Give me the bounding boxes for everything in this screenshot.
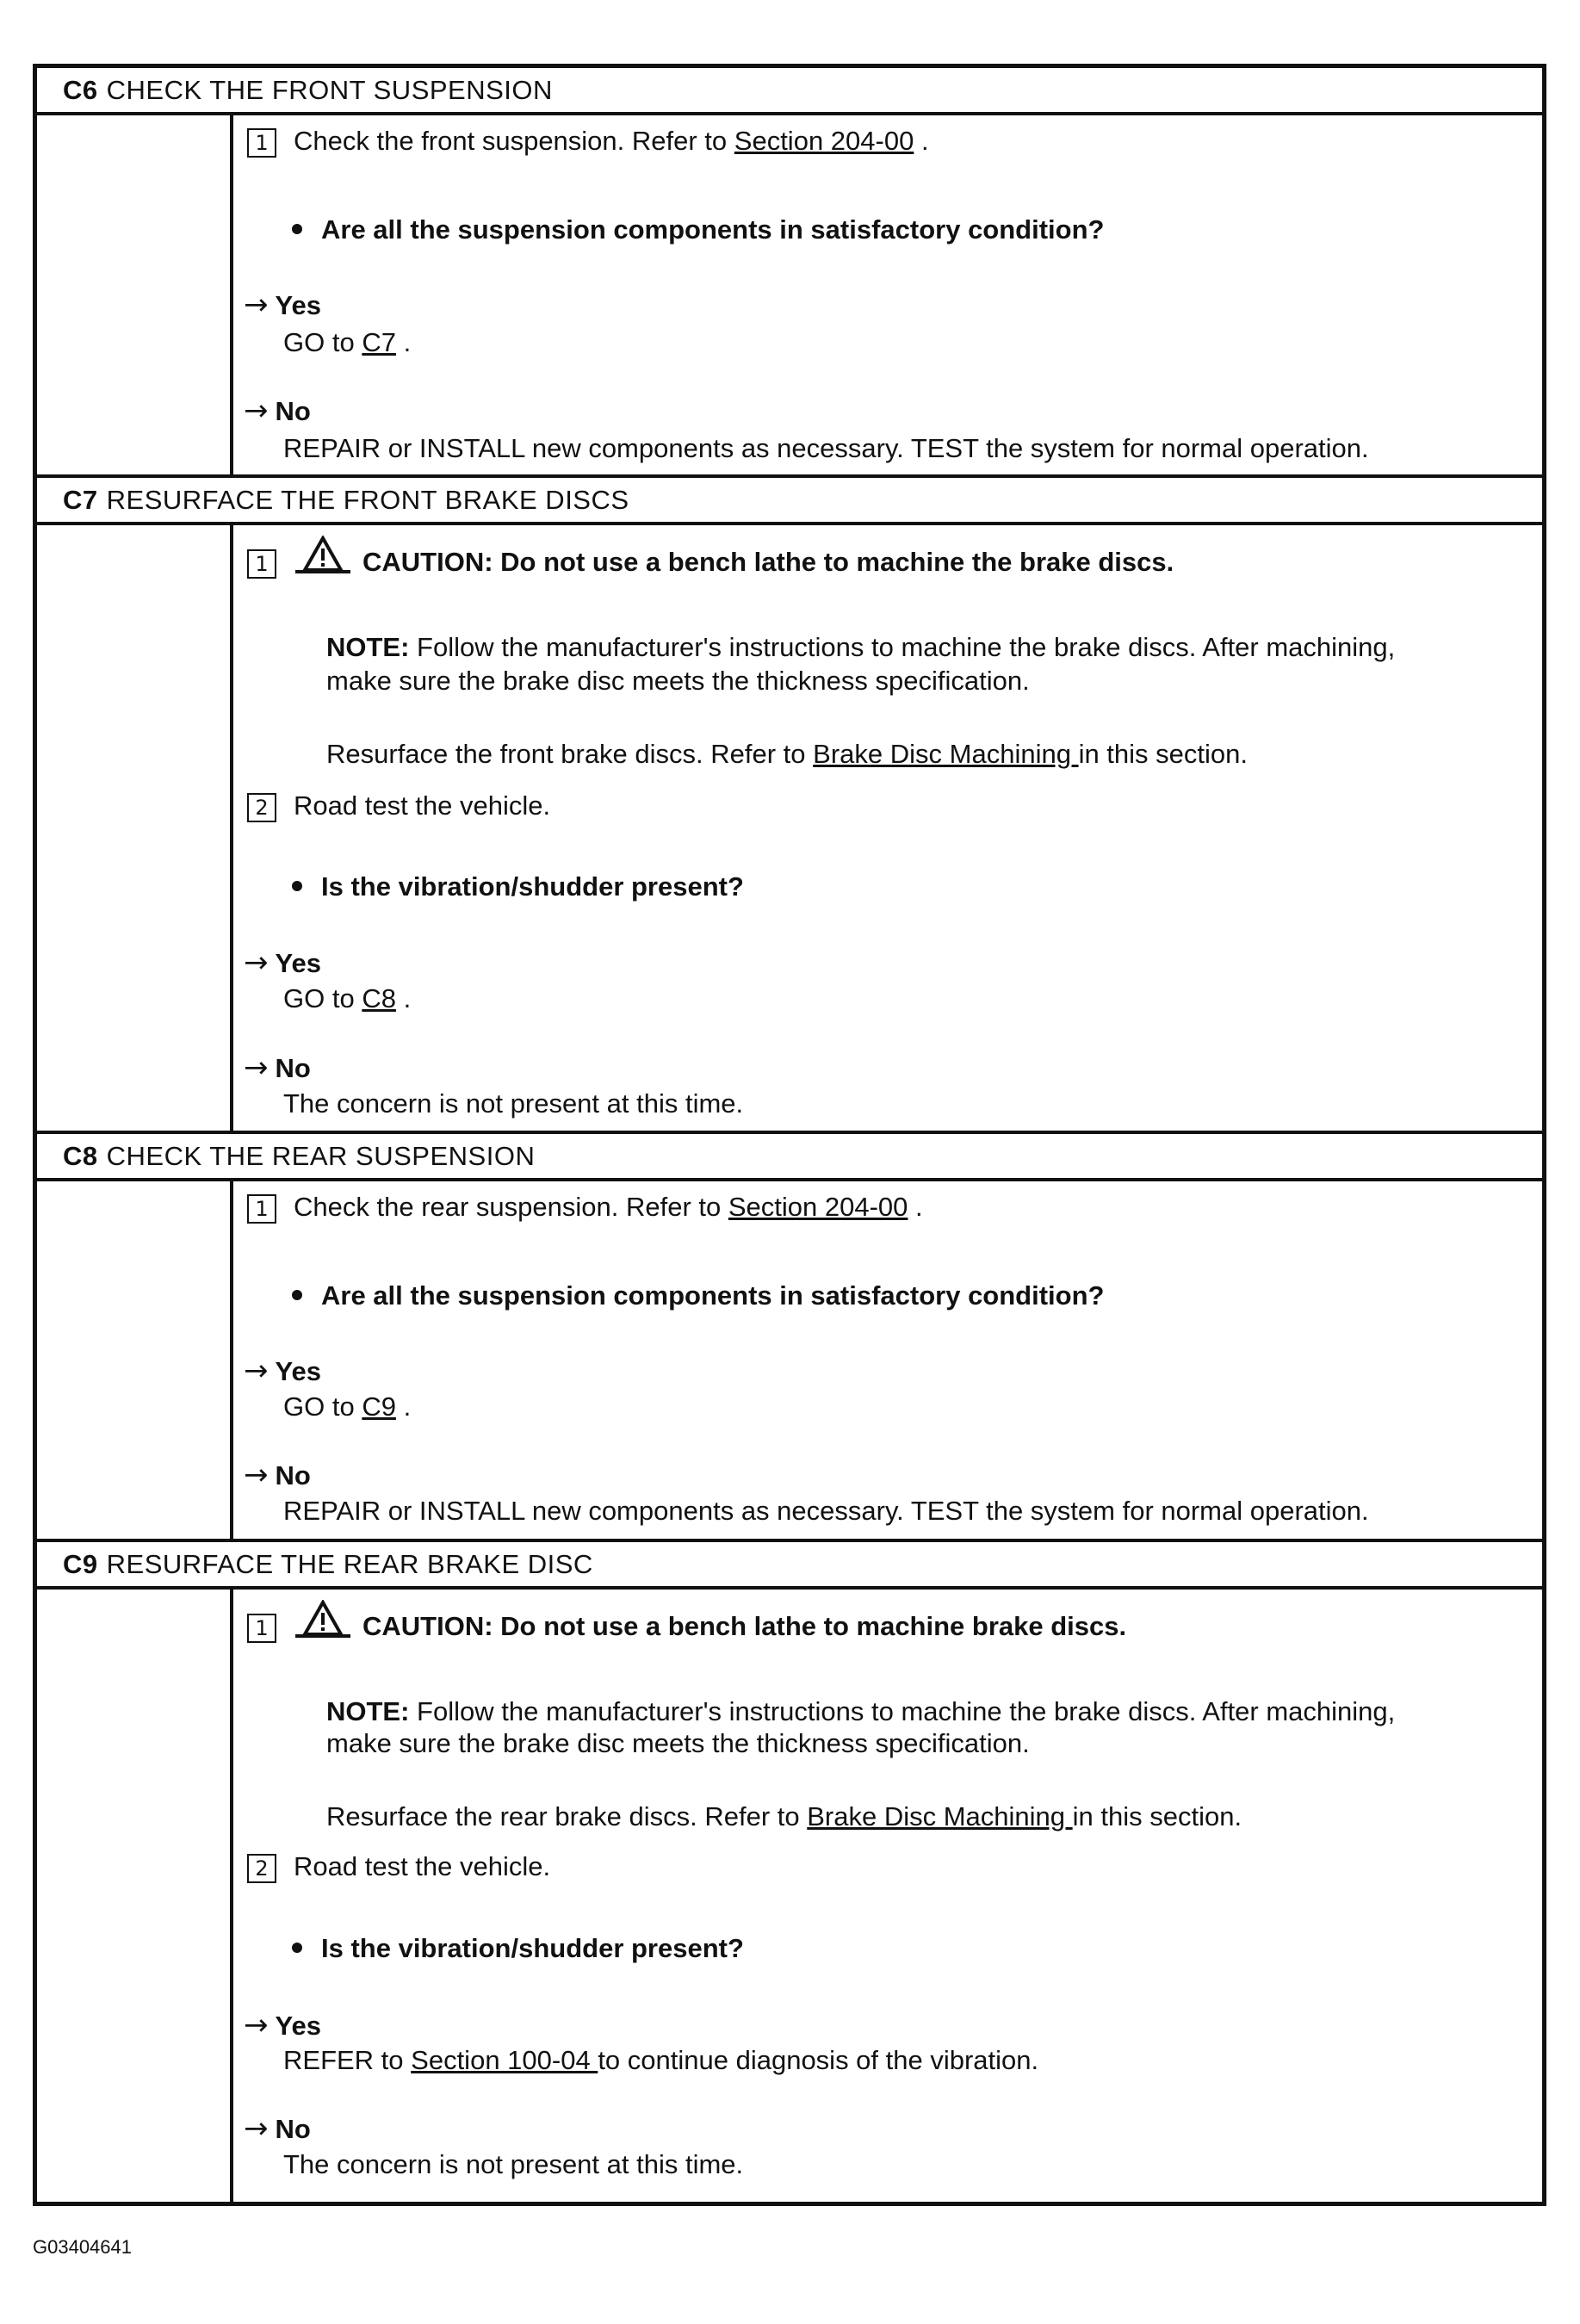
question-text: Are all the suspension components in satisfactory condition? bbox=[321, 214, 1105, 245]
goto-link[interactable]: C8 bbox=[362, 983, 396, 1013]
step-text-after: . bbox=[908, 1192, 923, 1222]
step-number-box: 1 bbox=[247, 1194, 276, 1224]
step-number-box: 1 bbox=[247, 128, 276, 158]
question bbox=[292, 214, 1104, 245]
arrow-right-icon: → bbox=[244, 945, 269, 980]
step-text: Check the rear suspension. Refer to bbox=[294, 1192, 728, 1222]
no-label bbox=[244, 1458, 311, 1492]
no-text: No bbox=[275, 1460, 311, 1490]
instruction-text-after: in this section. bbox=[1078, 739, 1248, 769]
section-link[interactable]: Section 204-00 bbox=[728, 1192, 908, 1222]
step-text: Road test the vehicle. bbox=[294, 1851, 551, 1881]
diagnostic-procedure-table bbox=[33, 64, 1546, 2206]
arrow-right-icon: → bbox=[244, 1458, 269, 1492]
section-header-c6 bbox=[37, 68, 1542, 115]
right-column bbox=[233, 115, 1542, 474]
note-label: NOTE: bbox=[326, 632, 410, 662]
action-text-after: . bbox=[395, 1391, 412, 1422]
section-id: C6 bbox=[63, 74, 98, 105]
warning-triangle-icon bbox=[294, 536, 352, 582]
yes-text: Yes bbox=[275, 948, 321, 978]
step-text: Road test the vehicle. bbox=[294, 790, 551, 821]
step-1 bbox=[247, 541, 1174, 587]
no-text: No bbox=[275, 2114, 311, 2144]
instruction-text: Resurface the front brake discs. Refer to bbox=[326, 739, 814, 769]
question-text: Is the vibration/shudder present? bbox=[321, 1933, 744, 1963]
yes-text: Yes bbox=[275, 290, 321, 320]
yes-action bbox=[283, 2045, 1038, 2076]
note-text: Follow the manufacturer's instructions to machine the brake discs. After machining, bbox=[409, 1696, 1396, 1726]
section-body-c9 bbox=[37, 1590, 1542, 2202]
no-action: REPAIR or INSTALL new components as necessary. TEST the system for normal operation. bbox=[283, 1496, 1369, 1526]
right-column bbox=[233, 1590, 1542, 2202]
caution-text: CAUTION: Do not use a bench lathe to machine brake discs. bbox=[362, 1611, 1127, 1642]
instruction-text: Resurface the rear brake discs. Refer to bbox=[326, 1801, 808, 1831]
arrow-right-icon: → bbox=[244, 1050, 269, 1085]
note-text: Follow the manufacturer's instructions to machine the brake discs. After machining, bbox=[409, 632, 1396, 662]
action-text-after: to continue diagnosis of the vibration. bbox=[598, 2045, 1039, 2075]
bullet-icon bbox=[292, 224, 302, 234]
step-1 bbox=[247, 1192, 923, 1224]
left-column bbox=[37, 1590, 233, 2202]
no-label bbox=[244, 394, 311, 428]
brake-disc-machining-link[interactable]: Brake Disc Machining bbox=[807, 1801, 1073, 1831]
section-id: C8 bbox=[63, 1140, 98, 1171]
section-link[interactable]: Section 204-00 bbox=[734, 126, 914, 156]
resurface-instruction bbox=[326, 739, 1248, 770]
bullet-icon bbox=[292, 1290, 302, 1300]
step-number-box: 1 bbox=[247, 1614, 276, 1643]
figure-id: G03404641 bbox=[33, 2236, 132, 2258]
section-header-c8 bbox=[37, 1134, 1542, 1181]
note-line-2: make sure the brake disc meets the thickness specification. bbox=[326, 1728, 1030, 1758]
step-number-box: 1 bbox=[247, 549, 276, 579]
section-body-c7 bbox=[37, 525, 1542, 1134]
brake-disc-machining-link[interactable]: Brake Disc Machining bbox=[813, 739, 1079, 769]
action-text: GO to bbox=[283, 327, 362, 357]
yes-action bbox=[283, 983, 411, 1014]
yes-label bbox=[244, 288, 321, 322]
step-text-after: . bbox=[914, 126, 929, 156]
section-body-c6 bbox=[37, 115, 1542, 478]
right-column bbox=[233, 1181, 1542, 1539]
step-1 bbox=[247, 126, 929, 158]
yes-label bbox=[244, 2008, 321, 2042]
arrow-right-icon: → bbox=[244, 394, 269, 428]
yes-label bbox=[244, 1354, 321, 1388]
no-label bbox=[244, 1050, 311, 1085]
yes-text: Yes bbox=[275, 1356, 321, 1386]
arrow-right-icon: → bbox=[244, 288, 269, 322]
arrow-right-icon: → bbox=[244, 1354, 269, 1388]
action-text: GO to bbox=[283, 1391, 362, 1422]
resurface-instruction bbox=[326, 1801, 1242, 1832]
section-header-c7 bbox=[37, 478, 1542, 525]
no-label bbox=[244, 2111, 311, 2146]
note-line-1 bbox=[326, 1696, 1395, 1727]
section-id: C7 bbox=[63, 484, 98, 515]
yes-text: Yes bbox=[275, 2011, 321, 2041]
goto-link[interactable]: C9 bbox=[362, 1391, 396, 1422]
section-body-c8 bbox=[37, 1181, 1542, 1542]
section-link[interactable]: Section 100-04 bbox=[411, 2045, 598, 2075]
bullet-icon bbox=[292, 1943, 302, 1953]
question bbox=[292, 1933, 744, 1964]
note-label: NOTE: bbox=[326, 1696, 410, 1726]
section-title: CHECK THE FRONT SUSPENSION bbox=[106, 74, 553, 105]
caution-text: CAUTION: Do not use a bench lathe to machine the brake discs. bbox=[362, 547, 1174, 578]
section-title: CHECK THE REAR SUSPENSION bbox=[106, 1140, 536, 1171]
warning-triangle-icon bbox=[294, 1600, 352, 1646]
no-text: No bbox=[275, 1053, 311, 1083]
action-text: GO to bbox=[283, 983, 362, 1013]
question-text: Is the vibration/shudder present? bbox=[321, 871, 744, 902]
left-column bbox=[37, 525, 233, 1131]
action-text-after: . bbox=[395, 327, 412, 357]
step-1 bbox=[247, 1605, 1126, 1652]
section-header-c9 bbox=[37, 1542, 1542, 1590]
section-id: C9 bbox=[63, 1548, 98, 1579]
instruction-text-after: in this section. bbox=[1072, 1801, 1242, 1831]
no-action: The concern is not present at this time. bbox=[283, 2149, 744, 2179]
left-column bbox=[37, 115, 233, 474]
step-number-box: 2 bbox=[247, 793, 276, 822]
section-title: RESURFACE THE FRONT BRAKE DISCS bbox=[106, 484, 629, 515]
question-text: Are all the suspension components in satisfactory condition? bbox=[321, 1280, 1105, 1311]
bullet-icon bbox=[292, 881, 302, 891]
right-column bbox=[233, 525, 1542, 1131]
action-text: REFER to bbox=[283, 2045, 412, 2075]
arrow-right-icon: → bbox=[244, 2111, 269, 2146]
question bbox=[292, 871, 744, 902]
question bbox=[292, 1280, 1104, 1311]
step-2 bbox=[247, 790, 550, 822]
action-text-after: . bbox=[395, 983, 412, 1013]
step-2 bbox=[247, 1851, 550, 1883]
no-action: REPAIR or INSTALL new components as necessary. TEST the system for normal operation. bbox=[283, 433, 1369, 463]
goto-link[interactable]: C7 bbox=[362, 327, 396, 357]
yes-action bbox=[283, 327, 411, 358]
no-action: The concern is not present at this time. bbox=[283, 1088, 744, 1119]
step-text: Check the front suspension. Refer to bbox=[294, 126, 734, 156]
left-column bbox=[37, 1181, 233, 1539]
section-title: RESURFACE THE REAR BRAKE DISC bbox=[106, 1548, 593, 1579]
note-line-2: make sure the brake disc meets the thickness specification. bbox=[326, 666, 1030, 696]
yes-action bbox=[283, 1391, 411, 1422]
yes-label bbox=[244, 945, 321, 980]
note-line-1 bbox=[326, 632, 1395, 663]
step-number-box: 2 bbox=[247, 1854, 276, 1883]
no-text: No bbox=[275, 396, 311, 426]
arrow-right-icon: → bbox=[244, 2008, 269, 2042]
